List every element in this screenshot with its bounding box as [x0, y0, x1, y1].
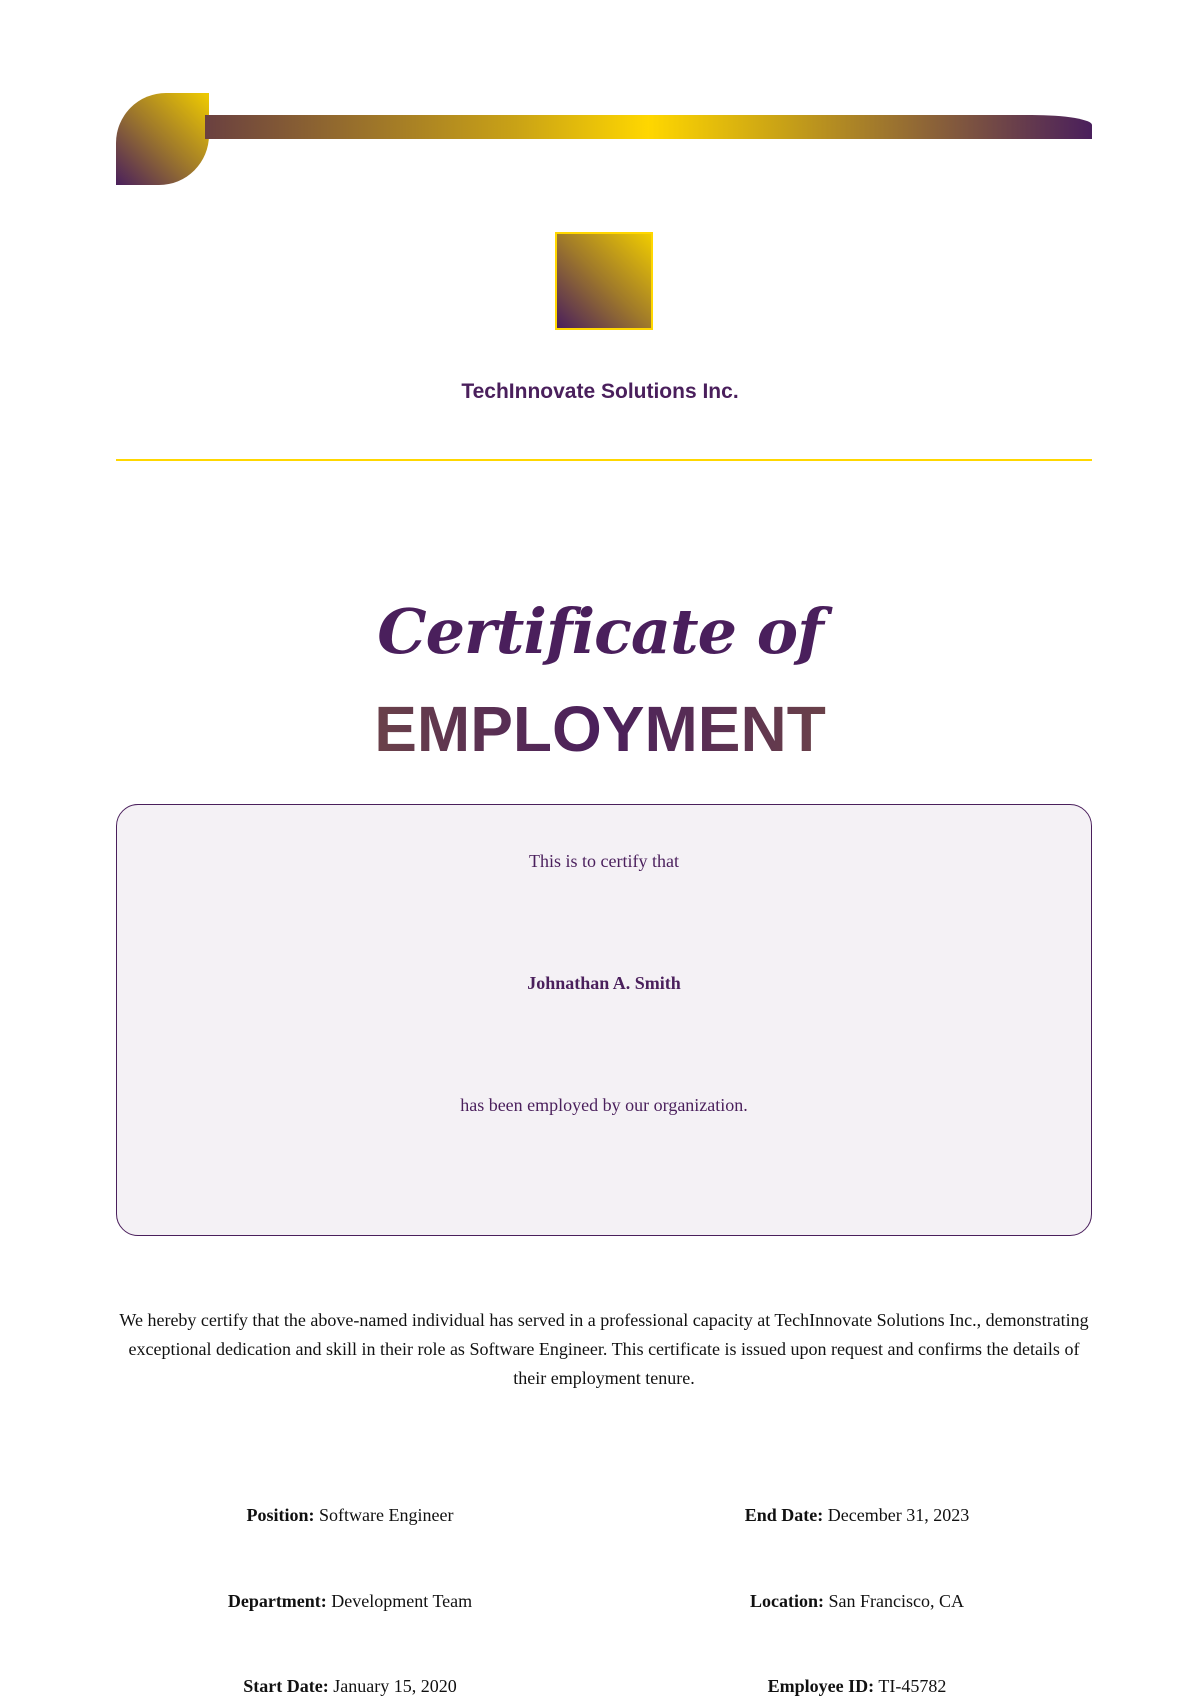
detail-label: Employee ID:	[767, 1676, 875, 1696]
detail-label: Position:	[246, 1505, 315, 1525]
detail-label: Department:	[227, 1591, 327, 1611]
statement-intro: This is to certify that	[529, 851, 679, 871]
certification-statement-box	[116, 804, 1092, 1236]
detail-label: End Date:	[744, 1505, 824, 1525]
company-name: TechInnovate Solutions Inc.	[461, 380, 739, 403]
decorative-leaf-shape	[116, 93, 209, 185]
detail-value: December 31, 2023	[827, 1505, 970, 1525]
detail-value: San Francisco, CA	[828, 1591, 964, 1611]
detail-department	[110, 1591, 590, 1612]
certification-paragraph: We hereby certify that the above-named individual has served in a professional capacity at TechInnovate Solutions Inc., demonstrating exceptional dedication and skill in their role as Software Engineer. This certificate is issued upon request and confirms the details of their employment tenure.	[119, 1310, 1089, 1388]
detail-value: Development Team	[331, 1591, 473, 1611]
certificate-title-main: EMPLOYMENT	[0, 692, 1200, 766]
company-logo	[555, 232, 653, 330]
detail-value: TI-45782	[878, 1676, 947, 1696]
detail-position	[110, 1505, 590, 1526]
detail-start-date	[110, 1676, 590, 1697]
detail-employee-id	[617, 1676, 1097, 1697]
detail-value: January 15, 2020	[333, 1676, 457, 1696]
header-divider	[116, 459, 1092, 461]
detail-label: Start Date:	[243, 1676, 329, 1696]
detail-value: Software Engineer	[319, 1505, 454, 1525]
decorative-header-bar	[205, 115, 1092, 139]
detail-end-date	[617, 1505, 1097, 1526]
employee-name: Johnathan A. Smith	[527, 973, 681, 993]
detail-location	[617, 1591, 1097, 1612]
detail-label: Location:	[750, 1591, 824, 1611]
certificate-title-script: Certificate of	[377, 595, 823, 668]
statement-outro: has been employed by our organization.	[460, 1095, 748, 1115]
